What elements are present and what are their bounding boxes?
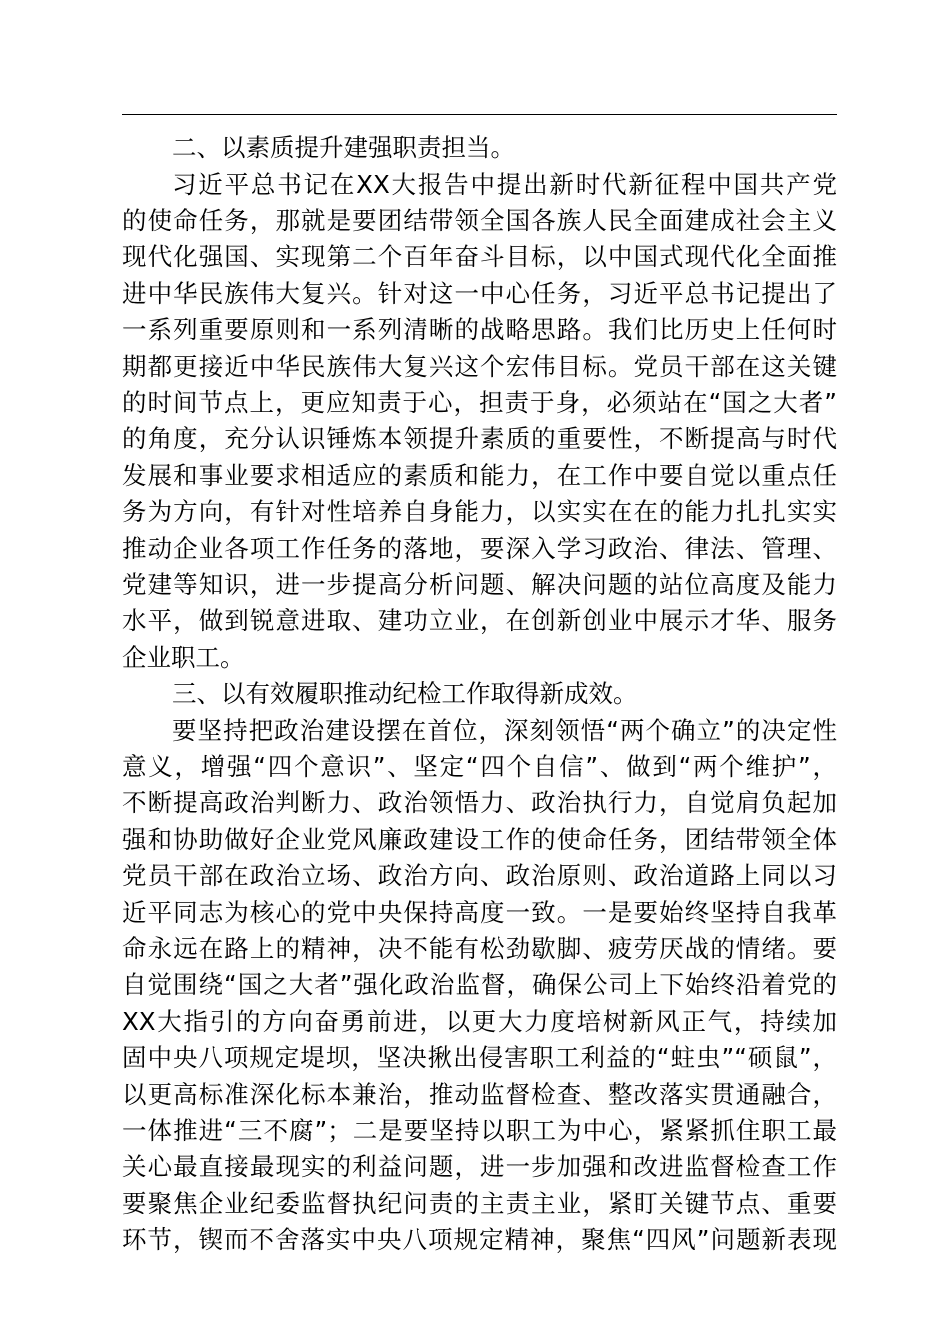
text-line: 不断提高政治判断力、政治领悟力、政治执行力，自觉肩负起加 bbox=[122, 788, 837, 817]
text-line: 一系列重要原则和一系列清晰的战略思路。我们比历史上任何时 bbox=[122, 315, 837, 344]
header-rule bbox=[122, 114, 837, 115]
text-line: 近平同志为核心的党中央保持高度一致。一是要始终坚持自我革 bbox=[122, 898, 837, 927]
text-line: 命永远在路上的精神，决不能有松劲歇脚、疲劳厌战的情绪。要 bbox=[122, 934, 837, 963]
text-line: 习近平总书记在XX大报告中提出新时代新征程中国共产党 bbox=[172, 170, 837, 199]
text-line: 要聚焦企业纪委监督执纪问责的主责主业，紧盯关键节点、重要 bbox=[122, 1189, 837, 1218]
text-line: 的使命任务，那就是要团结带领全国各族人民全面建成社会主义 bbox=[122, 206, 837, 235]
text-line: 现代化强国、实现第二个百年奋斗目标，以中国式现代化全面推 bbox=[122, 242, 837, 271]
text-line: 意义，增强“四个意识”、坚定“四个自信”、做到“两个维护”， bbox=[122, 752, 837, 781]
text-line: 要坚持把政治建设摆在首位，深刻领悟“两个确立”的决定性 bbox=[172, 716, 837, 745]
text-line: 企业职工。 bbox=[122, 643, 245, 672]
text-line: 发展和事业要求相适应的素质和能力，在工作中要自觉以重点任 bbox=[122, 461, 837, 490]
section-heading-3: 三、以有效履职推动纪检工作取得新成效。 bbox=[172, 679, 638, 708]
text-line: 水平，做到锐意进取、建功立业，在创新创业中展示才华、服务 bbox=[122, 606, 837, 635]
text-line: 强和协助做好企业党风廉政建设工作的使命任务，团结带领全体 bbox=[122, 825, 837, 854]
text-line: 务为方向，有针对性培养自身能力，以实实在在的能力扎扎实实 bbox=[122, 497, 837, 526]
text-line: XX大指引的方向奋勇前进，以更大力度培树新风正气，持续加 bbox=[122, 1007, 837, 1036]
text-line: 关心最直接最现实的利益问题，进一步加强和改进监督检查工作 bbox=[122, 1152, 837, 1181]
text-line: 党员干部在政治立场、政治方向、政治原则、政治道路上同以习 bbox=[122, 861, 837, 890]
text-line: 环节，锲而不舍落实中央八项规定精神，聚焦“四风”问题新表现 bbox=[122, 1225, 837, 1254]
text-line: 自觉围绕“国之大者”强化政治监督，确保公司上下始终沿着党的 bbox=[122, 970, 837, 999]
text-line: 固中央八项规定堤坝，坚决揪出侵害职工利益的“蛀虫”“硕鼠”， bbox=[122, 1043, 837, 1072]
text-line: 以更高标准深化标本兼治，推动监督检查、整改落实贯通融合， bbox=[122, 1080, 837, 1109]
text-line: 的角度，充分认识锤炼本领提升素质的重要性，不断提高与时代 bbox=[122, 424, 837, 453]
text-line: 一体推进“三不腐”；二是要坚持以职工为中心，紧紧抓住职工最 bbox=[122, 1116, 837, 1145]
text-line: 推动企业各项工作任务的落地，要深入学习政治、律法、管理、 bbox=[122, 534, 837, 563]
text-line: 的时间节点上，更应知责于心，担责于身，必须站在“国之大者” bbox=[122, 388, 837, 417]
section-heading-2: 二、以素质提升建强职责担当。 bbox=[172, 133, 515, 162]
text-line: 进中华民族伟大复兴。针对这一中心任务，习近平总书记提出了 bbox=[122, 279, 837, 308]
text-line: 期都更接近中华民族伟大复兴这个宏伟目标。党员干部在这关键 bbox=[122, 352, 837, 381]
text-line: 党建等知识，进一步提高分析问题、解决问题的站位高度及能力 bbox=[122, 570, 837, 599]
